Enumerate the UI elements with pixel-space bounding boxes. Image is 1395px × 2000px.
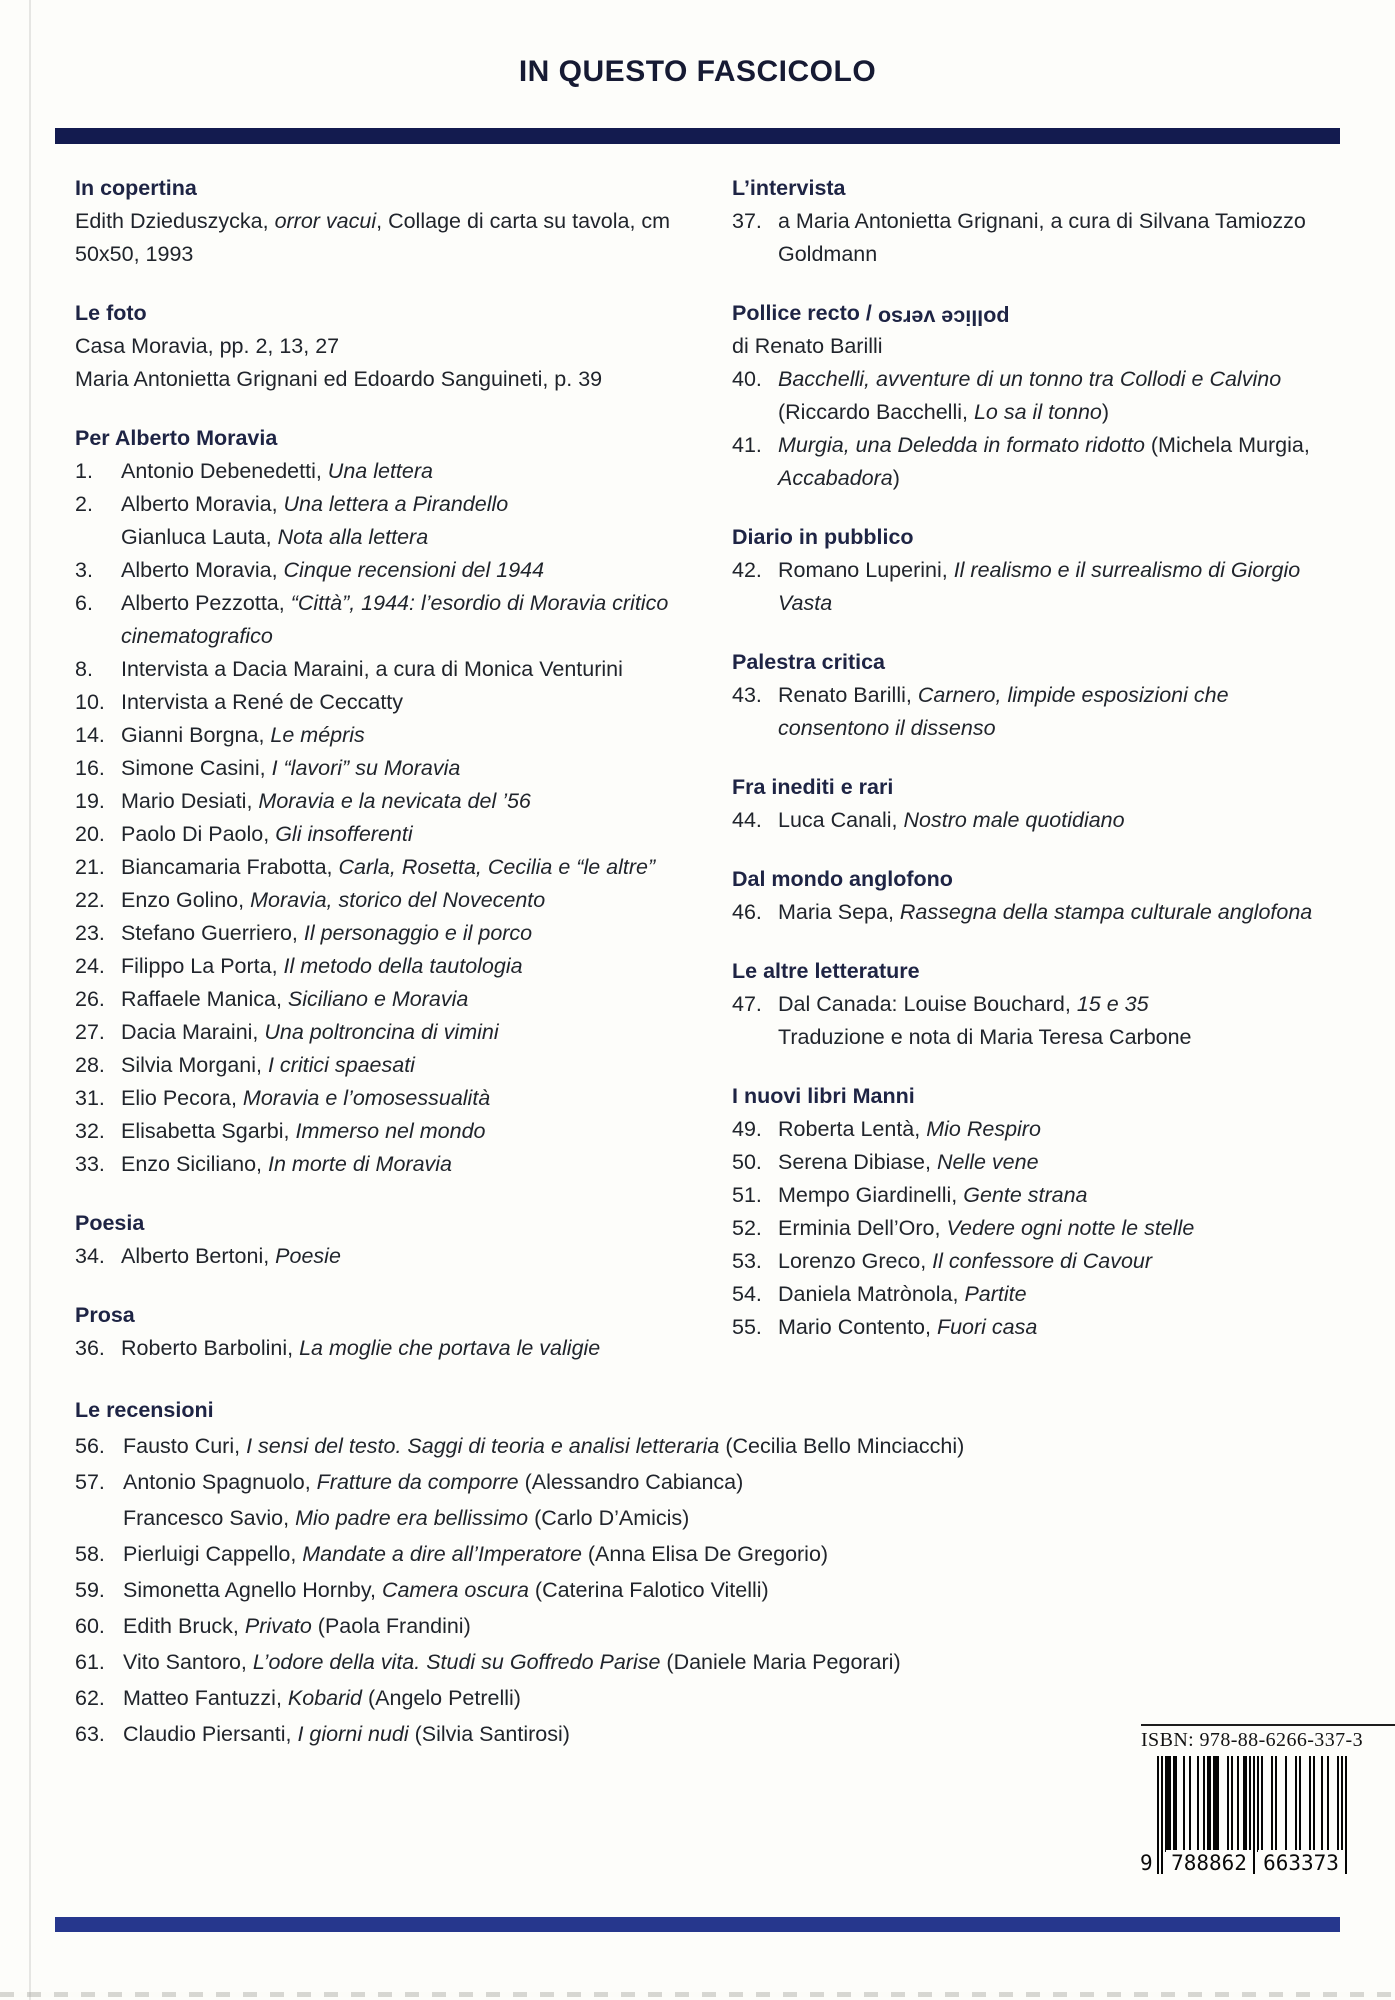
reviews-section <box>75 1392 1337 1752</box>
toc-entry-number: 60. <box>75 1614 105 1638</box>
toc-entry-number: 51. <box>732 1183 762 1207</box>
toc-entry <box>75 1240 687 1273</box>
toc-section <box>732 955 1345 1054</box>
toc-entry <box>732 205 1345 271</box>
toc-entry-text: Gianni Borgna, Le mépris <box>121 723 365 747</box>
section-heading: In copertina <box>75 176 197 200</box>
toc-entry-number: 8. <box>75 657 93 681</box>
toc-entry-number: 41. <box>732 433 762 457</box>
toc-entry-number: 61. <box>75 1650 105 1674</box>
toc-entry-text: Enzo Golino, Moravia, storico del Novecento <box>121 888 546 912</box>
toc-entry-text: di Renato Barilli <box>732 334 883 358</box>
toc-entry <box>75 950 687 983</box>
toc-entry <box>75 851 687 884</box>
toc-section <box>75 172 687 271</box>
toc-entry-text: Murgia, una Deledda in formato ridotto (Michela Murgia, Accabadora) <box>778 433 1310 490</box>
toc-entry-number: 50. <box>732 1150 762 1174</box>
toc-entry-number: 20. <box>75 822 105 846</box>
toc-entry-number: 40. <box>732 367 762 391</box>
toc-entry <box>732 896 1345 929</box>
toc-entry-text: Enzo Siciliano, In morte di Moravia <box>121 1152 453 1176</box>
toc-entry <box>75 719 687 752</box>
toc-entry-number: 21. <box>75 855 105 879</box>
toc-entry <box>75 983 687 1016</box>
toc-entry-number: 3. <box>75 558 93 582</box>
toc-entry-number: 6. <box>75 591 93 615</box>
toc-entry <box>75 1572 1337 1608</box>
toc-entry <box>75 1680 1337 1716</box>
toc-entry-text: Francesco Savio, Mio padre era bellissimo (Carlo D’Amicis) <box>123 1506 690 1530</box>
toc-entry-text: Renato Barilli, Carnero, limpide esposizioni che consentono il dissenso <box>778 683 1229 740</box>
toc-entry <box>75 1536 1337 1572</box>
toc-entry-number: 54. <box>732 1282 762 1306</box>
toc-entry-number: 53. <box>732 1249 762 1273</box>
toc-entry <box>732 1021 1345 1054</box>
toc-entry-number: 63. <box>75 1722 105 1746</box>
toc-section <box>75 1392 1337 1752</box>
isbn-barcode-block <box>1141 1729 1361 1882</box>
toc-entry-number: 47. <box>732 992 762 1016</box>
barcode-digit-group2: 663373 <box>1258 1850 1344 1876</box>
toc-entry-number: 28. <box>75 1053 105 1077</box>
toc-entry <box>75 455 687 488</box>
toc-entry-text: Lorenzo Greco, Il confessore di Cavour <box>778 1249 1153 1273</box>
toc-entry-text: Matteo Fantuzzi, Kobarid (Angelo Petrelli) <box>123 1686 521 1710</box>
toc-entry-text: Daniela Matrònola, Partite <box>778 1282 1027 1306</box>
toc-entry-number: 36. <box>75 1336 105 1360</box>
page-title: IN QUESTO FASCICOLO <box>518 55 877 88</box>
toc-entry <box>75 785 687 818</box>
section-heading: I nuovi libri Manni <box>732 1084 915 1108</box>
toc-entry-text: Biancamaria Frabotta, Carla, Rosetta, Cecilia e “le altre” <box>121 855 656 879</box>
toc-entry-number <box>75 521 121 554</box>
bottom-divider-bar <box>55 1917 1340 1932</box>
toc-entry-number: 52. <box>732 1216 762 1240</box>
toc-entry-text: Mempo Giardinelli, Gente strana <box>778 1183 1088 1207</box>
toc-entry-number: 22. <box>75 888 105 912</box>
scan-left-edge-artifact <box>29 0 31 2000</box>
barcode-divider-line <box>1141 1724 1395 1726</box>
toc-entry <box>75 1148 687 1181</box>
toc-entry <box>75 1016 687 1049</box>
toc-entry-text: Alberto Moravia, Una lettera a Pirandello <box>121 492 509 516</box>
toc-entry-number: 55. <box>732 1315 762 1339</box>
toc-entry-text: Antonio Debenedetti, Una lettera <box>121 459 433 483</box>
toc-entry-number: 56. <box>75 1434 105 1458</box>
toc-entry <box>732 429 1345 495</box>
toc-entry-number <box>732 1021 778 1054</box>
toc-entry-text: Edith Dzieduszycka, orror vacui, Collage di carta su tavola, cm 50x50, 1993 <box>75 209 671 266</box>
barcode-digit-first: 9 <box>1140 1851 1153 1875</box>
toc-entry <box>75 205 687 271</box>
toc-entry-text: Simonetta Agnello Hornby, Camera oscura (Caterina Falotico Vitelli) <box>123 1578 769 1602</box>
toc-entry <box>75 587 687 653</box>
toc-section <box>732 646 1345 745</box>
toc-entry-number: 57. <box>75 1470 105 1494</box>
toc-entry-text: Mario Contento, Fuori casa <box>778 1315 1038 1339</box>
toc-entry <box>732 1311 1345 1344</box>
toc-entry <box>75 554 687 587</box>
toc-section <box>732 863 1345 929</box>
toc-entry-number: 1. <box>75 459 93 483</box>
section-heading: L’intervista <box>732 176 846 200</box>
toc-entry <box>732 1179 1345 1212</box>
toc-entry <box>732 1278 1345 1311</box>
toc-entry-number: 16. <box>75 756 105 780</box>
toc-entry-text: Edith Bruck, Privato (Paola Frandini) <box>123 1614 471 1638</box>
toc-entry-text: Maria Antonietta Grignani ed Edoardo Sanguineti, p. 39 <box>75 367 603 391</box>
toc-entry <box>75 1608 1337 1644</box>
toc-entry-text: Stefano Guerriero, Il personaggio e il porco <box>121 921 533 945</box>
toc-entry-text: Intervista a René de Ceccatty <box>121 690 404 714</box>
toc-entry-text: Serena Dibiase, Nelle vene <box>778 1150 1039 1174</box>
toc-entry-text: Romano Luperini, Il realismo e il surrealismo di Giorgio Vasta <box>778 558 1301 615</box>
toc-entry-number: 19. <box>75 789 105 813</box>
toc-entry-number: 44. <box>732 808 762 832</box>
top-divider-bar <box>55 128 1340 144</box>
toc-entry-number: 31. <box>75 1086 105 1110</box>
toc-entry-number: 46. <box>732 900 762 924</box>
toc-section <box>732 771 1345 837</box>
toc-entry-text: Simone Casini, I “lavori” su Moravia <box>121 756 461 780</box>
toc-entry <box>75 1464 1337 1500</box>
toc-entry-text: Paolo Di Paolo, Gli insofferenti <box>121 822 413 846</box>
toc-entry <box>75 1115 687 1148</box>
barcode-digit-group1: 788862 <box>1166 1850 1252 1876</box>
toc-entry <box>75 653 687 686</box>
toc-entry-number: 33. <box>75 1152 105 1176</box>
toc-section <box>732 172 1345 271</box>
toc-entry-text: Alberto Pezzotta, “Città”, 1944: l’esordio di Moravia critico cinematografico <box>121 591 669 648</box>
toc-section <box>75 1299 687 1365</box>
toc-entry <box>732 1146 1345 1179</box>
toc-entry <box>75 752 687 785</box>
toc-entry-text: Fausto Curi, I sensi del testo. Saggi di teoria e analisi letteraria (Cecilia Bello Minciacchi) <box>123 1434 965 1458</box>
toc-entry-number: 27. <box>75 1020 105 1044</box>
toc-entry <box>75 1332 687 1365</box>
toc-entry-number: 10. <box>75 690 105 714</box>
toc-entry-text: Casa Moravia, pp. 2, 13, 27 <box>75 334 340 358</box>
toc-section <box>732 297 1345 495</box>
toc-entry <box>732 363 1345 429</box>
flipped-heading-text: pollice verso <box>877 305 1010 330</box>
section-heading: Le foto <box>75 301 147 325</box>
toc-entry-number: 59. <box>75 1578 105 1602</box>
toc-entry-text: Traduzione e nota di Maria Teresa Carbone <box>778 1025 1192 1049</box>
toc-entry-number: 49. <box>732 1117 762 1141</box>
barcode-bar <box>1345 1756 1347 1874</box>
section-heading: Fra inediti e rari <box>732 775 894 799</box>
toc-entry-number: 62. <box>75 1686 105 1710</box>
toc-section <box>732 1080 1345 1344</box>
toc-entry-number: 58. <box>75 1542 105 1566</box>
toc-entry-text: Vito Santoro, L’odore della vita. Studi su Goffredo Parise (Daniele Maria Pegorari) <box>123 1650 901 1674</box>
toc-entry-number: 2. <box>75 492 93 516</box>
toc-entry <box>732 1113 1345 1146</box>
toc-entry-number: 34. <box>75 1244 105 1268</box>
toc-entry <box>732 988 1345 1021</box>
toc-entry <box>75 818 687 851</box>
toc-entry-text: Roberta Lentà, Mio Respiro <box>778 1117 1041 1141</box>
toc-entry-text: Dacia Maraini, Una poltroncina di vimini <box>121 1020 499 1044</box>
toc-entry <box>732 1245 1345 1278</box>
toc-entry <box>75 917 687 950</box>
toc-entry-text: Silvia Morgani, I critici spaesati <box>121 1053 415 1077</box>
section-heading: Pollice recto / pollice verso <box>732 297 1345 330</box>
toc-entry <box>732 804 1345 837</box>
section-heading: Palestra critica <box>732 650 885 674</box>
toc-entry <box>75 521 687 554</box>
toc-entry-number: 26. <box>75 987 105 1011</box>
toc-section <box>75 1207 687 1273</box>
toc-entry-text: Pierluigi Cappello, Mandate a dire all’Imperatore (Anna Elisa De Gregorio) <box>123 1542 829 1566</box>
section-heading: Poesia <box>75 1211 145 1235</box>
toc-entry-text: Alberto Bertoni, Poesie <box>121 1244 341 1268</box>
section-heading: Diario in pubblico <box>732 525 914 549</box>
toc-entry-text: Roberto Barbolini, La moglie che portava le valigie <box>121 1336 601 1360</box>
toc-entry-number: 32. <box>75 1119 105 1143</box>
toc-entry-number: 23. <box>75 921 105 945</box>
toc-entry <box>75 884 687 917</box>
toc-entry-text: Raffaele Manica, Siciliano e Moravia <box>121 987 469 1011</box>
toc-entry <box>75 330 687 363</box>
toc-section <box>732 521 1345 620</box>
toc-section <box>75 297 687 396</box>
toc-entry-number: 43. <box>732 683 762 707</box>
toc-entry-text: Maria Sepa, Rassegna della stampa culturale anglofona <box>778 900 1313 924</box>
toc-entry-text: Filippo La Porta, Il metodo della tautologia <box>121 954 523 978</box>
section-heading: Per Alberto Moravia <box>75 426 278 450</box>
toc-entry <box>75 1428 1337 1464</box>
section-heading: Dal mondo anglofono <box>732 867 953 891</box>
toc-entry-number: 42. <box>732 558 762 582</box>
toc-entry <box>732 679 1345 745</box>
left-column <box>75 172 687 1391</box>
toc-entry-text: Elio Pecora, Moravia e l’omosessualità <box>121 1086 491 1110</box>
toc-entry <box>75 686 687 719</box>
right-column <box>732 172 1345 1370</box>
toc-entry <box>75 1049 687 1082</box>
toc-entry <box>75 363 687 396</box>
toc-entry-text: Gianluca Lauta, Nota alla lettera <box>121 525 429 549</box>
toc-entry-number: 24. <box>75 954 105 978</box>
toc-entry-text: a Maria Antonietta Grignani, a cura di Silvana Tamiozzo Goldmann <box>778 209 1306 266</box>
isbn-label: ISBN: 978-88-6266-337-3 <box>1141 1729 1363 1751</box>
section-heading: Prosa <box>75 1303 135 1327</box>
scan-bottom-edge-artifact <box>0 1992 1395 1997</box>
toc-entry-text: Erminia Dell’Oro, Vedere ogni notte le stelle <box>778 1216 1195 1240</box>
section-heading: Le recensioni <box>75 1398 214 1422</box>
toc-entry-text: Mario Desiati, Moravia e la nevicata del ’56 <box>121 789 531 813</box>
ean-barcode <box>1140 1756 1361 1882</box>
toc-entry-number <box>75 1500 123 1536</box>
toc-entry-text: Bacchelli, avventure di un tonno tra Collodi e Calvino (Riccardo Bacchelli, Lo sa il tonno) <box>778 367 1282 424</box>
toc-entry <box>75 1644 1337 1680</box>
toc-entry-text: Elisabetta Sgarbi, Immerso nel mondo <box>121 1119 486 1143</box>
toc-entry <box>732 330 1345 363</box>
toc-entry-text: Luca Canali, Nostro male quotidiano <box>778 808 1125 832</box>
toc-entry-text: Antonio Spagnuolo, Fratture da comporre (Alessandro Cabianca) <box>123 1470 744 1494</box>
toc-entry <box>75 1500 1337 1536</box>
toc-entry <box>75 1082 687 1115</box>
toc-entry <box>732 1212 1345 1245</box>
toc-entry-text: Dal Canada: Louise Bouchard, 15 e 35 <box>778 992 1149 1016</box>
toc-entry <box>732 554 1345 620</box>
toc-entry-number: 37. <box>732 209 762 233</box>
toc-entry-text: Intervista a Dacia Maraini, a cura di Monica Venturini <box>121 657 623 681</box>
toc-entry-text: Claudio Piersanti, I giorni nudi (Silvia Santirosi) <box>123 1722 570 1746</box>
section-heading: Le altre letterature <box>732 959 920 983</box>
toc-entry-text: Alberto Moravia, Cinque recensioni del 1944 <box>121 558 545 582</box>
toc-entry-number: 14. <box>75 723 105 747</box>
toc-entry <box>75 488 687 521</box>
toc-section <box>75 422 687 1181</box>
